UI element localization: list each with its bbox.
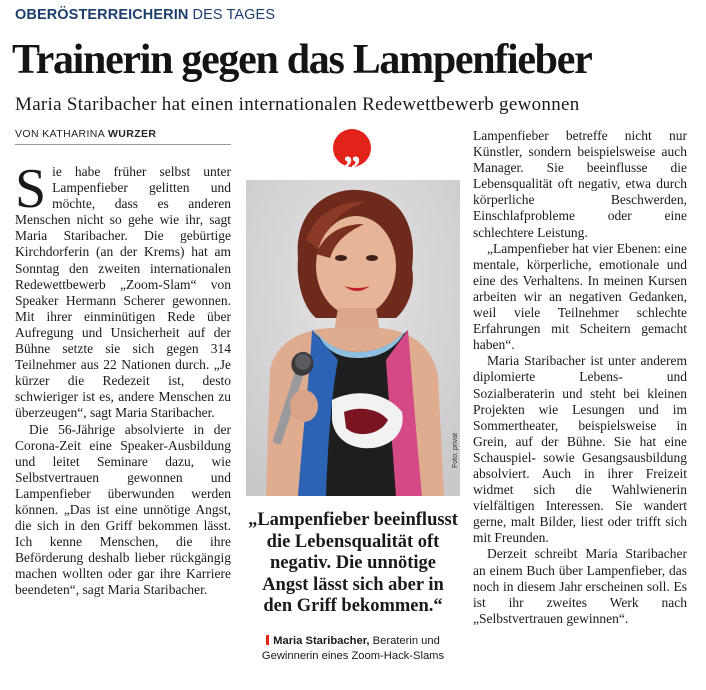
subheadline: Maria Staribacher hat einen internationalen Redewettbewerb gewonnen	[15, 94, 580, 115]
article-column-1	[15, 158, 231, 599]
paragraph: Maria Staribacher ist unter anderem diplomierte Lebens- und Sozialberaterin und steht bei kleinen Projekten wie Lesungen und im Sommertheater, beispielsweise in Grein, auf der Bühne. Sie hat eine Schauspiel- sowie Gesangsausbildung absolviert. Auch in ihrer Freizeit widmet sich die Wahlwienerin vielfältigen Interessen. Sie wandert gerne, malt Bilder, liest oder trifft sich mit Freunden.	[473, 353, 687, 546]
headline: Trainerin gegen das Lampenfieber	[12, 37, 592, 83]
section-kicker	[15, 7, 275, 23]
byline	[15, 128, 156, 140]
kicker-rest: DES TAGES	[188, 7, 276, 23]
byline-author: WURZER	[107, 128, 157, 140]
red-marker-icon	[266, 635, 269, 645]
pull-quote: „Lampenfieber beeinflusst die Lebensqualität oft negativ. Die unnötige Angst lässt sich aber in den Griff bekommen.“	[248, 510, 458, 616]
paragraph: Lampenfieber betreffe nicht nur Künstler, sondern beispielsweise auch Manager. Sie beeinflusse die Lebensqualität oft negativ, etwa durch körperliche Beschwerden, Einschlafprobleme oder eine schlechtere Leistung.	[473, 128, 687, 240]
quote-author-role: Beraterin und Gewinnerin eines Zoom-Hack-Slams	[261, 635, 445, 662]
quote-badge-icon: „	[333, 129, 371, 167]
portrait-photo	[246, 180, 460, 496]
paragraph: Die 56-Jährige absolvierte in der Corona-Zeit eine Speaker-Ausbildung und leitet Seminare dazu, wie Selbstvertrauen gewonnen und Lampenfieber überwunden werden können. „Das ist eine unnötige Angst, die sich in den Griff bekommen lässt. Ich kenne Menschen, die ihre Beförderung deshalb lieber rückgängig machen wollten oder gar ihre Karriere beendeten“, sagt Maria Staribacher.	[15, 421, 231, 598]
byline-rule	[15, 144, 231, 145]
paragraph: Derzeit schreibt Maria Staribacher an einem Buch über Lampenfieber, das noch in diesem Jahr erscheinen soll. Es ist ihr zweites Werk nach „Selbstvertrauen gewinnen“.	[473, 546, 687, 626]
article-column-3	[473, 128, 687, 627]
dropcap: S	[15, 158, 47, 220]
quote-author-name: Maria Staribacher,	[273, 635, 370, 647]
byline-prefix: VON KATHARINA	[15, 128, 108, 140]
paragraph	[15, 158, 231, 422]
paragraph: „Lampenfieber hat vier Ebenen: eine mentale, körperliche, emotionale und eine des Verhaltens. In meinen Kursen arbeiten wir an negativen Gedanken, weil viele Teilnehmer schlechte Erfahrungen mit Scheitern gemacht haben“.	[473, 240, 687, 353]
photo-credit: Foto: privat	[452, 432, 459, 468]
kicker-strong: OBERÖSTERREICHERIN	[15, 7, 189, 23]
paragraph-text: ie habe früher selbst unter Lampenfieber gelitten und möchte, dass es anderen Menschen nicht so gehe wie ihr, sagt Maria Staribacher. Die gebürtige Kirchdorferin (an der Krems) hat am Sonntag den zweiten internationalen Redewettbewerb „Zoom-Slam“ von Speaker Hermann Scherer gewonnen. Mit ihrer einminütigen Rede über Aufregung und Unsicherheit auf der Bühne setzte sie sich gegen 314 Teilnehmer aus 22 Nationen durch. „Je kürzer die Redezeit ist, desto schwieriger ist es, andere Menschen zu überzeugen“, sagt Maria Staribacher.	[15, 164, 231, 421]
quote-attribution	[246, 634, 460, 664]
portrait-illustration	[246, 180, 460, 496]
